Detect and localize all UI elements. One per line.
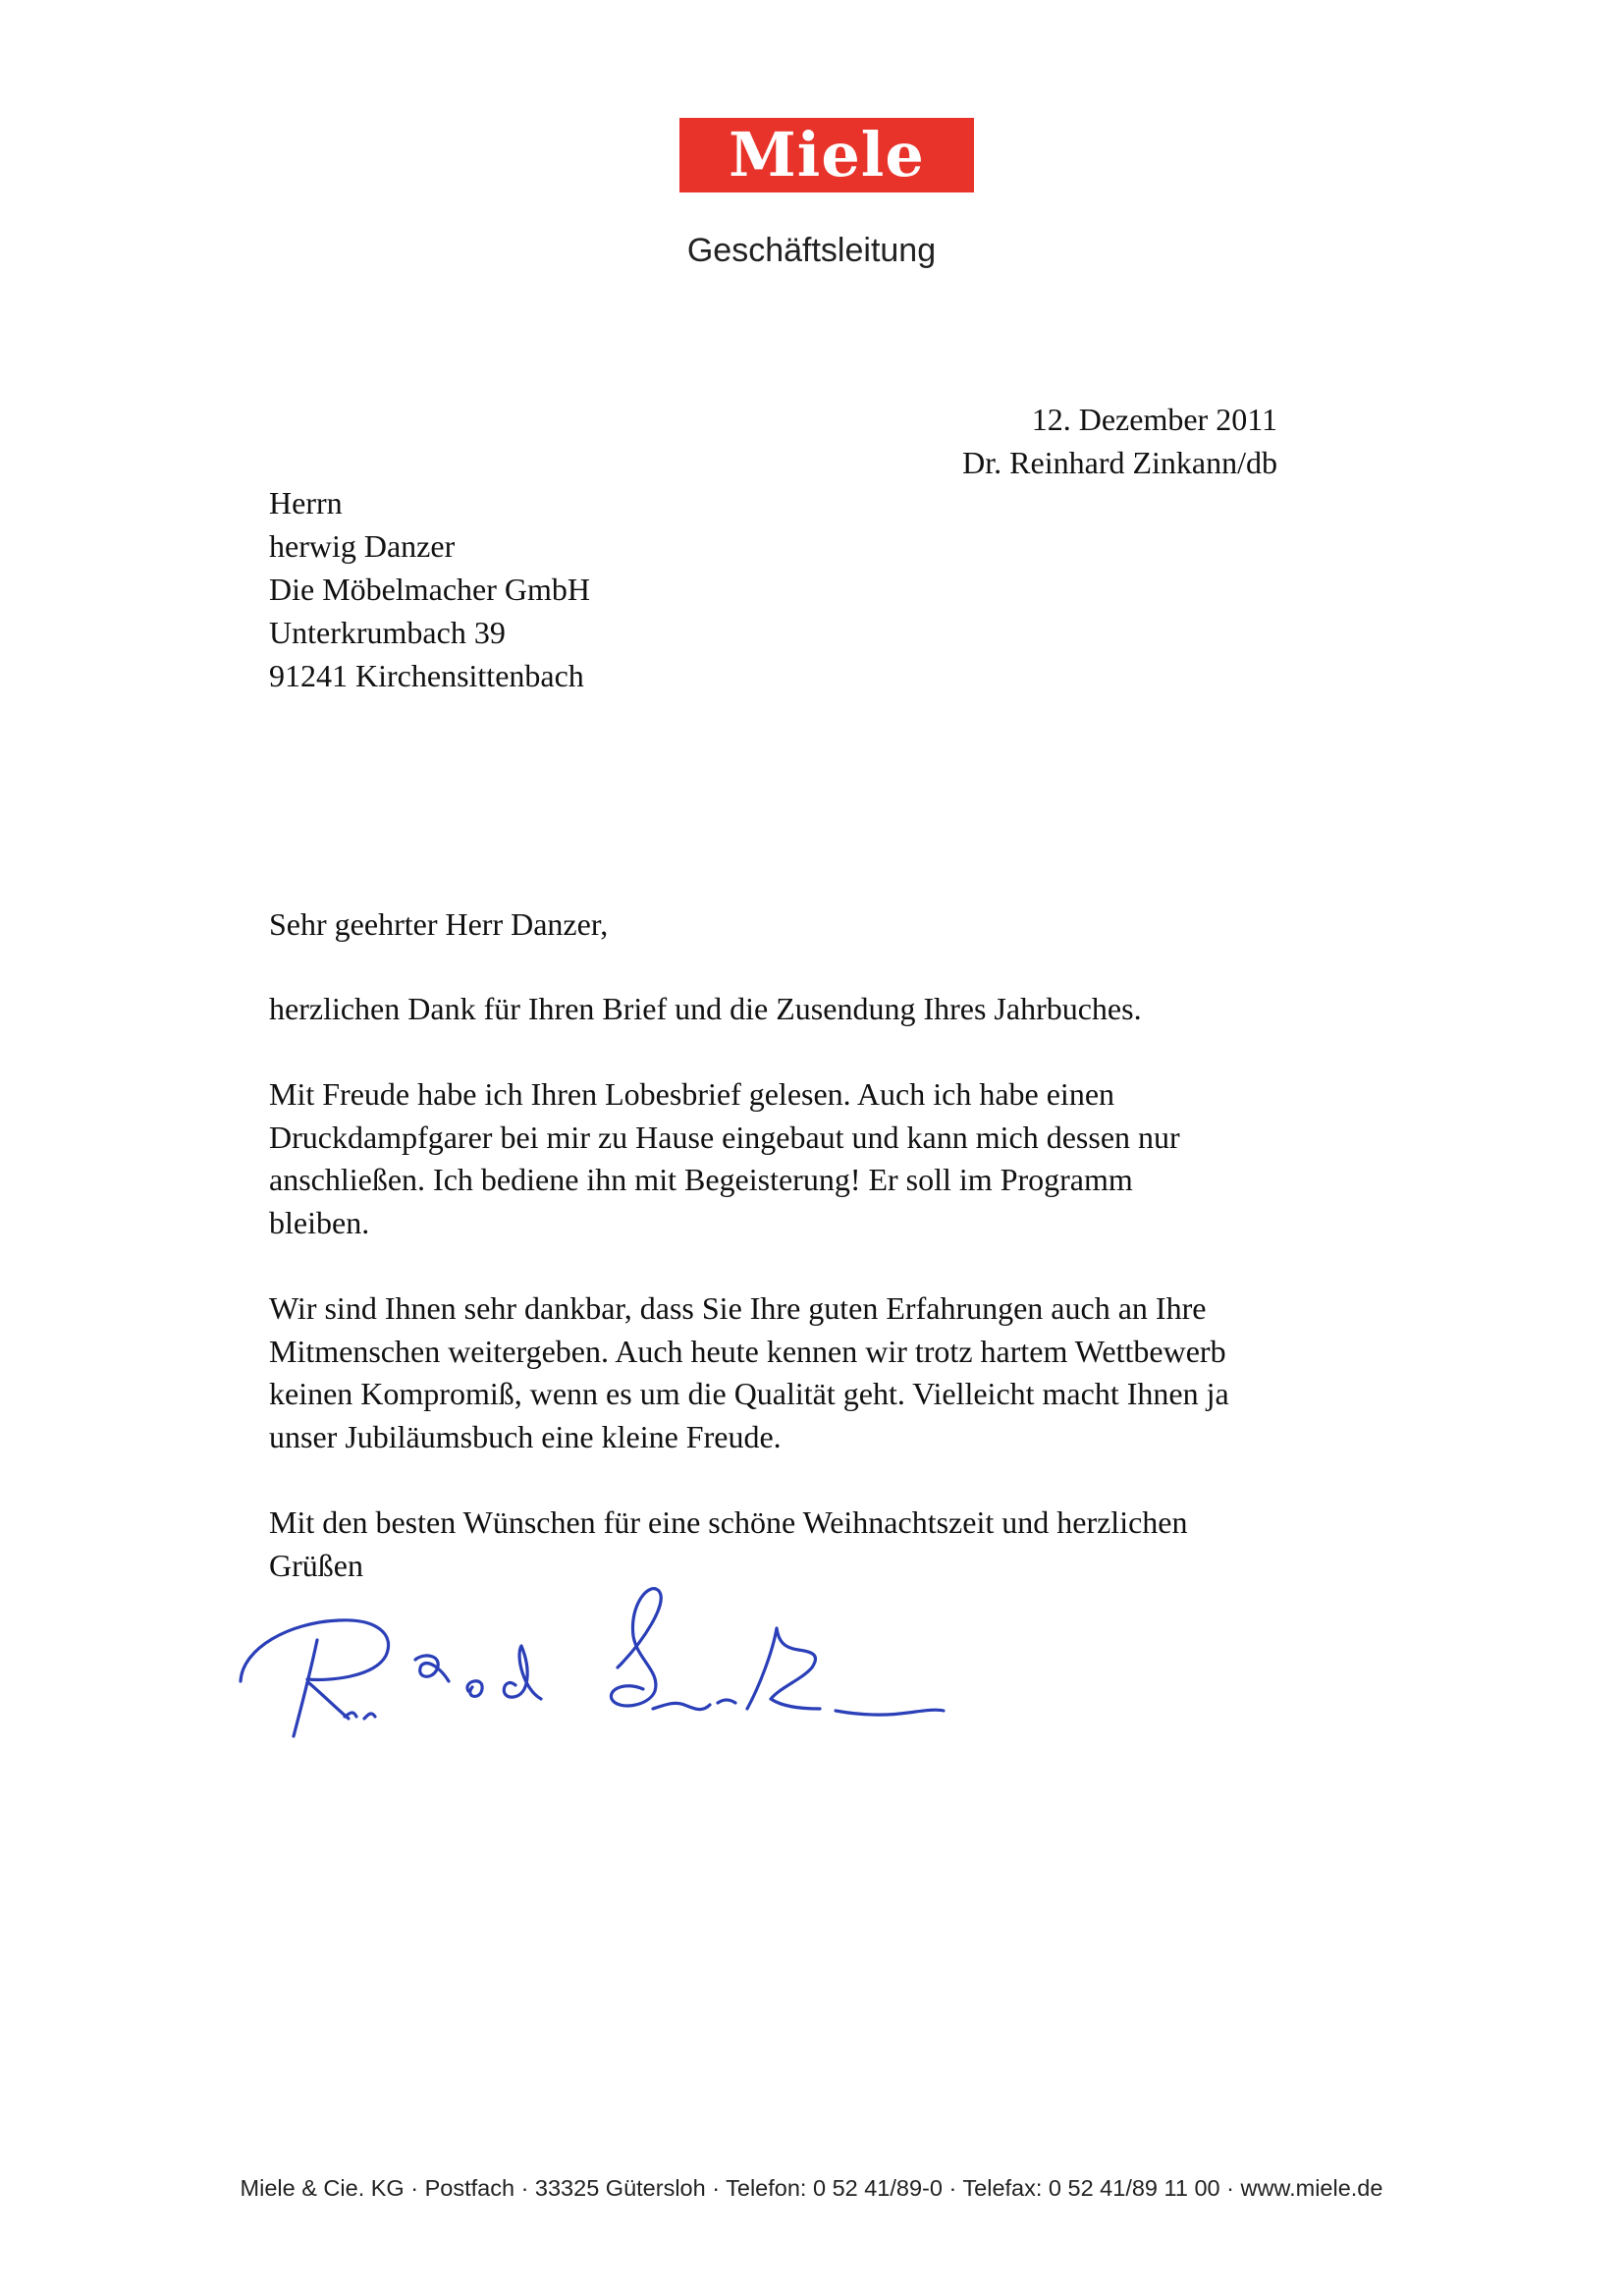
- signature-stroke: [364, 1714, 375, 1719]
- recipient-address: [269, 481, 590, 697]
- signature-stroke: [836, 1710, 944, 1715]
- letter-date: 12. Dezember 2011: [1031, 402, 1277, 437]
- letter-body: [269, 903, 1290, 1630]
- recipient-city: 91241 Kirchensittenbach: [269, 658, 584, 693]
- paragraph-line: anschließen. Ich bediene ihn mit Begeisterung! Er soll im Programm: [269, 1162, 1133, 1197]
- signature-stroke: [345, 1713, 356, 1717]
- paragraph-line: unser Jubiläumsbuch eine kleine Freude.: [269, 1418, 782, 1454]
- paragraph-line: Druckdampfgarer bei mir zu Hause eingebaut und kann mich dessen nur: [269, 1119, 1180, 1155]
- paragraph-gratitude: [269, 1287, 1290, 1458]
- sender-reference: Dr. Reinhard Zinkann/db: [962, 445, 1277, 480]
- paragraph-line: Mitmenschen weitergeben. Auch heute kennen wir trotz hartem Wettbewerb: [269, 1333, 1226, 1369]
- reference-block: [962, 398, 1277, 484]
- signature-stroke: [747, 1628, 820, 1709]
- paragraph-line: keinen Kompromiß, wenn es um die Qualität geht. Vielleicht macht Ihnen ja: [269, 1376, 1229, 1411]
- signature-stroke: [309, 1683, 349, 1719]
- paragraph-line: bleiben.: [269, 1204, 370, 1240]
- company-footer: Miele & Cie. KG · Postfach · 33325 Gütersloh · Telefon: 0 52 41/89-0 · Telefax: 0 52 41/89 11 00 · www.miele.de: [240, 2175, 1383, 2201]
- signature-stroke: [467, 1681, 482, 1697]
- paragraph-thanks: herzlichen Dank für Ihren Brief und die Zusendung Ihres Jahrbuches.: [269, 990, 1142, 1026]
- department-label: Geschäftsleitung: [686, 232, 937, 269]
- paragraph-line: Wir sind Ihnen sehr dankbar, dass Sie Ihre guten Erfahrungen auch an Ihre: [269, 1290, 1207, 1326]
- logo-text: Miele: [729, 119, 925, 191]
- signature-stroke: [415, 1656, 449, 1681]
- signature-stroke: [718, 1700, 735, 1703]
- signature-stroke: [653, 1703, 710, 1709]
- signature-stroke: [611, 1589, 661, 1706]
- miele-logo: [679, 118, 974, 192]
- signature-stroke: [504, 1646, 541, 1699]
- recipient-street: Unterkrumbach 39: [269, 615, 506, 650]
- paragraph-line: Mit Freude habe ich Ihren Lobesbrief gelesen. Auch ich habe einen: [269, 1076, 1115, 1112]
- letter-salutation: Sehr geehrter Herr Danzer,: [269, 906, 609, 942]
- recipient-company: Die Möbelmacher GmbH: [269, 572, 591, 607]
- closing-line: Grüßen: [269, 1547, 363, 1583]
- recipient-name: herwig Danzer: [269, 528, 456, 564]
- recipient-salutation-line: Herrn: [269, 485, 343, 520]
- handwritten-signature: [221, 1561, 947, 1758]
- paragraph-praise: [269, 1073, 1290, 1244]
- closing-line: Mit den besten Wünschen für eine schöne Weihnachtszeit und herzlichen: [269, 1504, 1188, 1540]
